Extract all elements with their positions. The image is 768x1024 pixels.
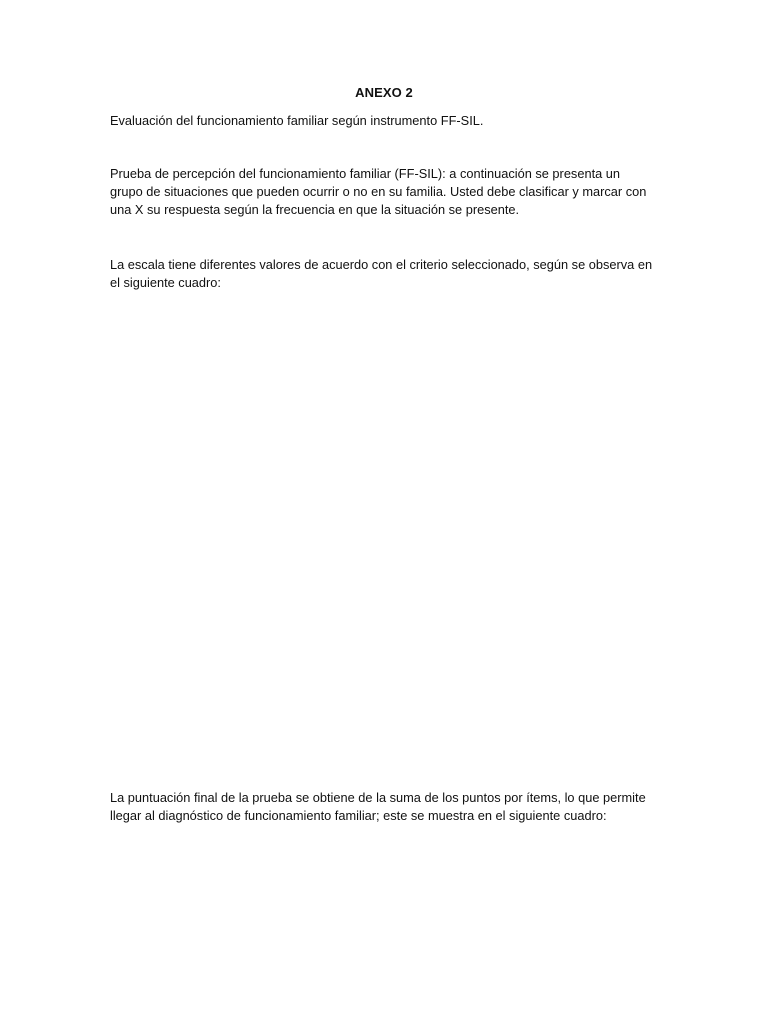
instructions-line-2: grupo de situaciones que pueden ocurrir o no en su familia. Usted debe clasificar y marcar con — [110, 184, 647, 199]
instructions-line-1: Prueba de percepción del funcionamiento familiar (FF-SIL): a continuación se presenta un — [110, 166, 621, 181]
scale-description-paragraph — [110, 256, 658, 292]
final-score-paragraph — [110, 789, 658, 825]
instructions-line-3: una X su respuesta según la frecuencia en que la situación se presente. — [110, 202, 520, 217]
final-line-2: llegar al diagnóstico de funcionamiento familiar; este se muestra en el siguiente cuadro: — [110, 808, 607, 823]
scale-line-1: La escala tiene diferentes valores de acuerdo con el criterio seleccionado, según se observa en — [110, 257, 653, 272]
test-instructions-paragraph — [110, 165, 658, 219]
scale-line-2: el siguiente cuadro: — [110, 275, 221, 290]
annex-title: ANEXO 2 — [355, 85, 413, 100]
evaluation-subtitle — [110, 112, 658, 130]
subtitle-line: Evaluación del funcionamiento familiar según instrumento FF-SIL. — [110, 113, 484, 128]
final-line-1: La puntuación final de la prueba se obtiene de la suma de los puntos por ítems, lo que permite — [110, 790, 646, 805]
